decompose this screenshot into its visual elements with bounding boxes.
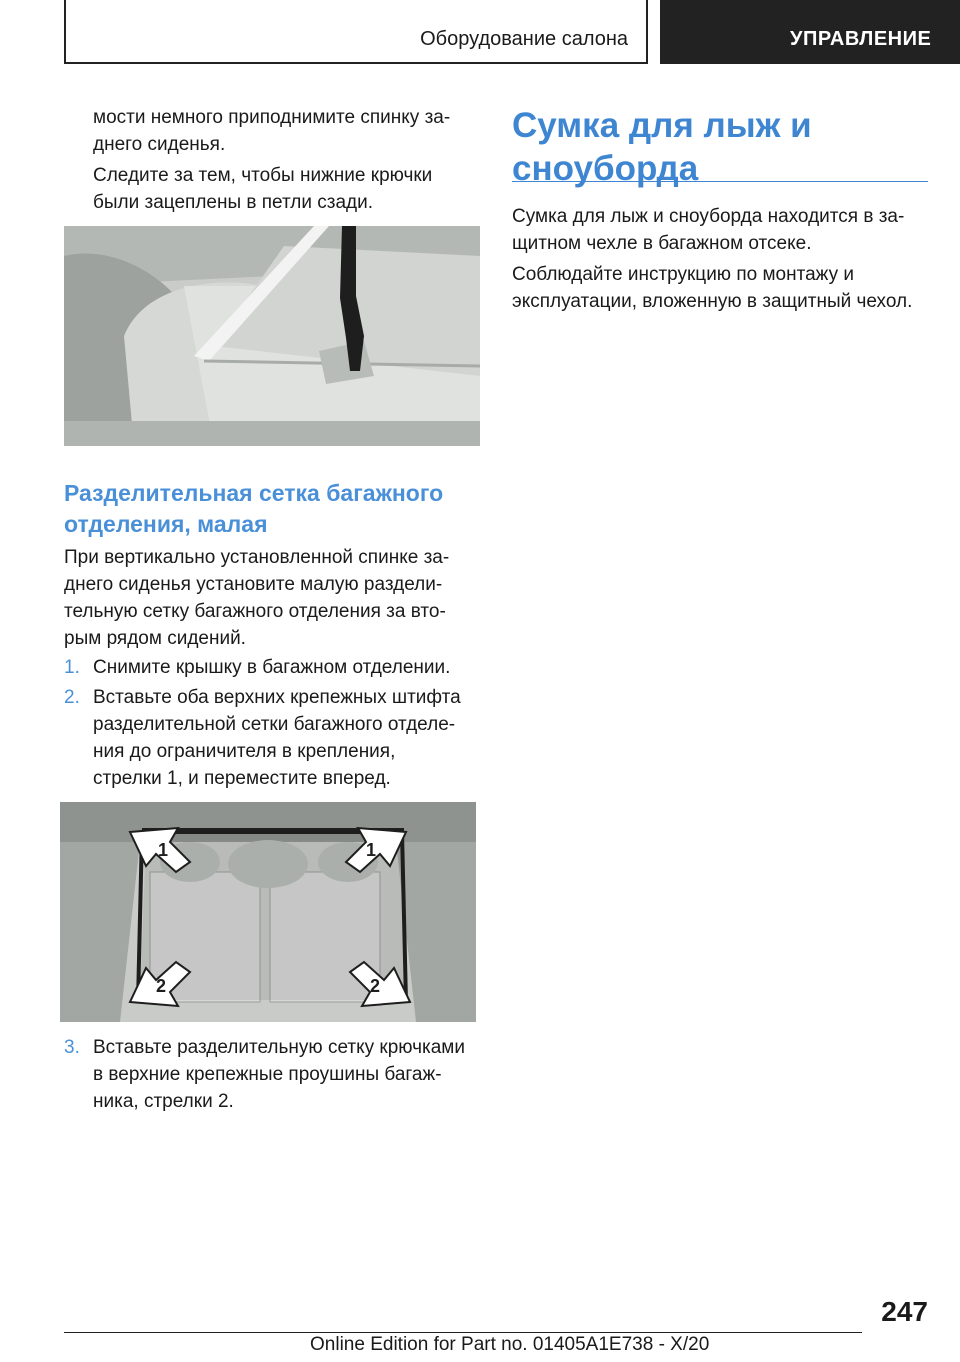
- seat-latch-illustration: [64, 226, 480, 446]
- ski-bag-paragraph-1: Сумка для лыж и сноуборда находится в за‐ щитном чехле в багажном отсеке.: [512, 206, 905, 254]
- intro-paragraph-1: мости немного приподнимите спинку за‐ днего сиденья.: [93, 107, 451, 155]
- step-3-text: Вставьте разделительную сетку крючками в верхние крепежные проушины багаж‐ ника, стрелки 2.: [93, 1037, 465, 1112]
- intro-paragraph-2: Следите за тем, чтобы нижние крючки были зацеплены в петли сзади.: [93, 165, 433, 213]
- step-3-number: 3.: [64, 1037, 80, 1058]
- page-number: 247: [881, 1296, 928, 1327]
- step-1-text: Снимите крышку в багажном отделении.: [93, 657, 451, 678]
- footer-edition: Online Edition for Part no. 01405A1E738 - X/20: [310, 1334, 710, 1355]
- header-section-box: [64, 0, 648, 64]
- net-installation-figure: [60, 802, 476, 1022]
- heading-divider: [512, 181, 928, 182]
- arrow-1-left-label: 1: [158, 840, 169, 860]
- step-2-text: Вставьте оба верхних крепежных штифта разделительной сетки багажного отделе‐ ния до ограничителя в крепления, стрелки 1, и переместите вперед.: [93, 687, 461, 789]
- step-1: [64, 654, 480, 681]
- step-3: [64, 1034, 480, 1115]
- arrow-1-right-label: 1: [366, 840, 377, 860]
- section-heading-ski-bag: Сумка для лыж и сноуборда: [512, 106, 812, 188]
- small-net-body: При вертикально установленной спинке за‐ днего сиденья установите малую раздели‐ тельную сетку багажного отделения за вто‐ рым рядом сидений.: [64, 547, 450, 649]
- step-2: [64, 684, 480, 792]
- step-1-number: 1.: [64, 657, 80, 678]
- arrow-2-right-label: 2: [370, 976, 381, 996]
- section-heading-small-net: Разделительная сетка багажного отделения, малая: [64, 480, 444, 537]
- seat-latch-figure: [64, 226, 480, 446]
- step-2-number: 2.: [64, 687, 80, 708]
- arrow-2-left-label: 2: [156, 976, 167, 996]
- header-chapter-box: [660, 0, 960, 64]
- ski-bag-paragraph-2: Соблюдайте инструкцию по монтажу и эксплуатации, вложенную в защитный чехол.: [512, 264, 913, 312]
- footer-divider: [64, 1332, 862, 1333]
- net-installation-illustration: [60, 802, 476, 1022]
- header-chapter-title: УПРАВЛЕНИЕ: [790, 28, 932, 50]
- header-section-title: Оборудование салона: [420, 28, 628, 50]
